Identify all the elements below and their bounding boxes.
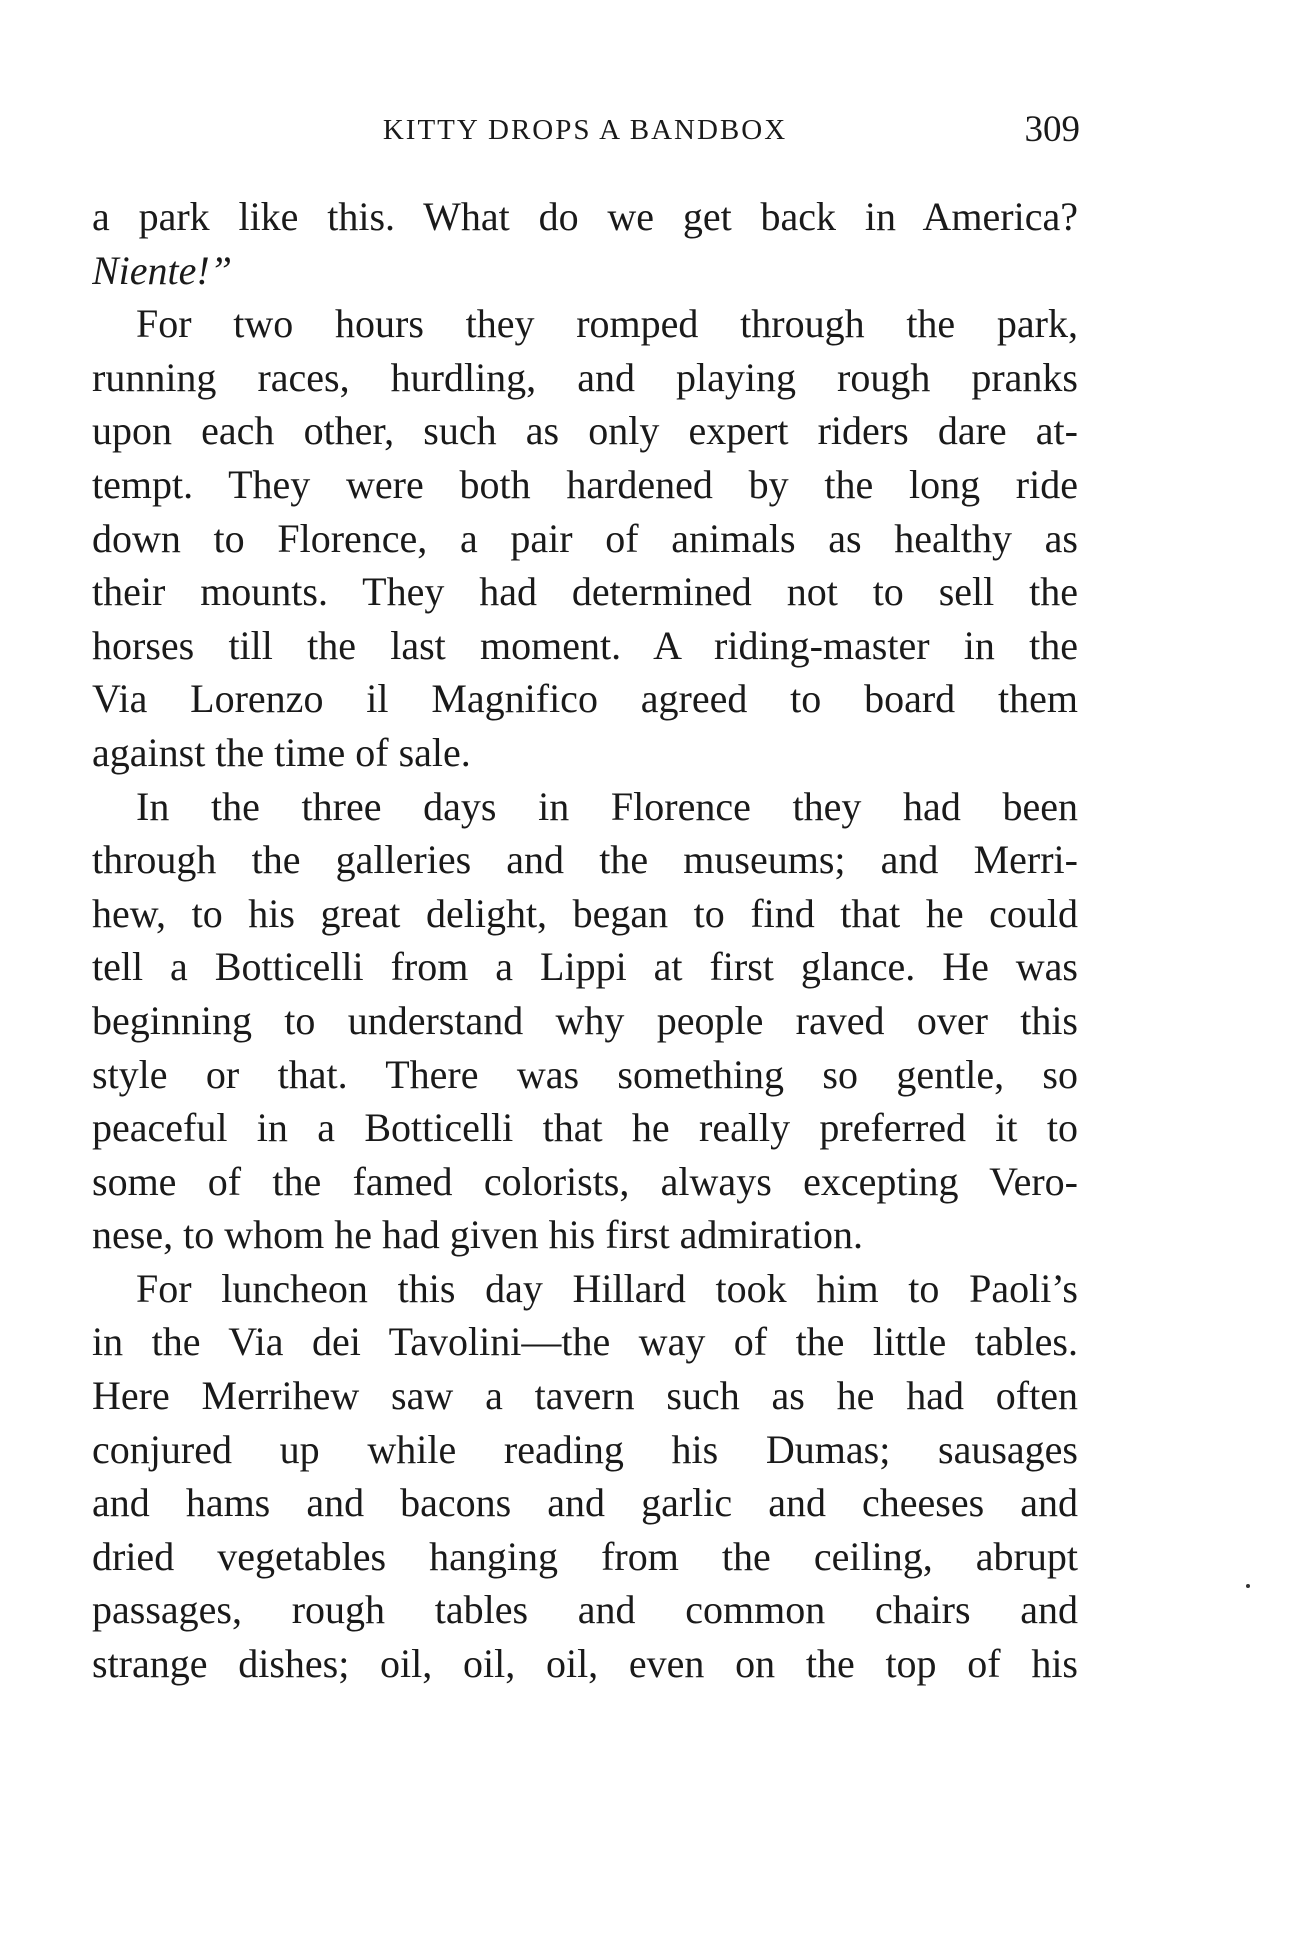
text-line: down to Florence, a pair of animals as healthy as — [92, 515, 1078, 561]
paragraph-first-line: For two hours they romped through the park, — [136, 301, 1078, 347]
text-line: running races, hurdling, and playing rough pranks — [92, 354, 1078, 400]
text-line: Via Lorenzo il Magnifico agreed to board them — [92, 676, 1078, 722]
ink-speck — [1246, 1584, 1250, 1588]
page-number: 309 — [1024, 109, 1080, 150]
text-line: a park like this. What do we get back in America? — [92, 194, 1078, 239]
text-line: in the Via dei Tavolini—the way of the little tables. — [92, 1319, 1078, 1365]
text-line: strange dishes; oil, oil, oil, even on the top of his — [92, 1641, 1078, 1687]
text-line: hew, to his great delight, began to find that he could — [92, 890, 1078, 936]
text-line: upon each other, such as only expert riders dare at- — [92, 408, 1078, 454]
text-line: Here Merrihew saw a tavern such as he had often — [92, 1373, 1078, 1419]
text-line: tempt. They were both hardened by the long ride — [92, 461, 1078, 507]
text-line: beginning to understand why people raved over this — [92, 997, 1078, 1043]
text-line: their mounts. They had determined not to sell the — [92, 569, 1078, 615]
paragraph-first-line: For luncheon this day Hillard took him to Paoli’s — [136, 1265, 1078, 1311]
text-line: some of the famed colorists, always excepting Vero- — [92, 1158, 1078, 1204]
text-line: passages, rough tables and common chairs and — [92, 1587, 1078, 1633]
text-line: peaceful in a Botticelli that he really preferred it to — [92, 1105, 1078, 1151]
body-text — [92, 190, 1078, 1691]
text-line: through the galleries and the museums; and Merri- — [92, 837, 1078, 883]
text-line: against the time of sale. — [92, 729, 471, 775]
text-line: and hams and bacons and garlic and cheeses and — [92, 1480, 1078, 1526]
text-line: nese, to whom he had given his first admiration. — [92, 1212, 863, 1258]
text-line: style or that. There was something so gentle, so — [92, 1051, 1078, 1097]
text-line: Niente!” — [92, 247, 232, 293]
paragraph-first-line: In the three days in Florence they had been — [136, 783, 1078, 829]
text-line: tell a Botticelli from a Lippi at first glance. He was — [92, 944, 1078, 990]
running-head — [90, 108, 1080, 158]
text-line: conjured up while reading his Dumas; sausages — [92, 1426, 1078, 1472]
running-title: KITTY DROPS A BANDBOX — [382, 114, 788, 146]
text-line: horses till the last moment. A riding-master in the — [92, 622, 1078, 668]
text-line: dried vegetables hanging from the ceiling, abrupt — [92, 1533, 1078, 1579]
